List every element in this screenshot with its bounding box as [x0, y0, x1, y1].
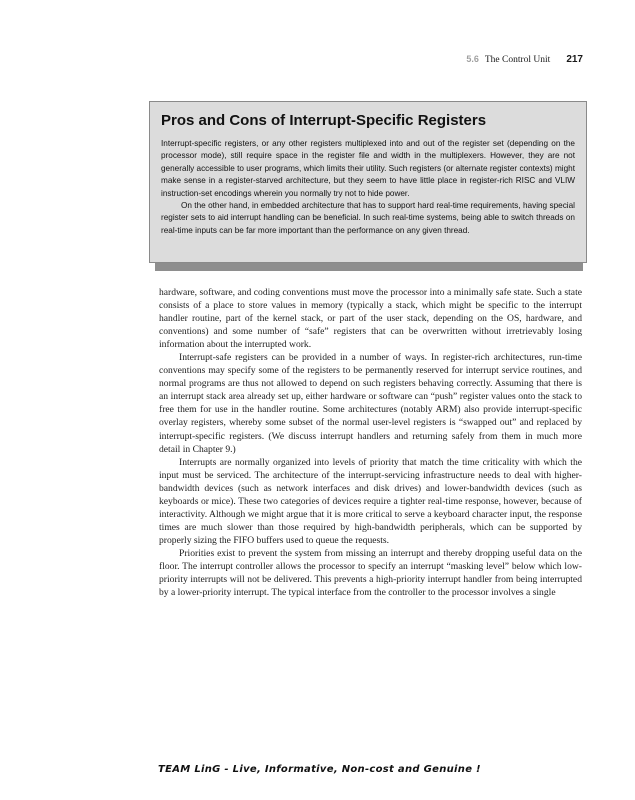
- sidebar-paragraph: On the other hand, in embedded architecture that has to support hard real-time requirements, having special register sets to aid interrupt handling can be beneficial. In such real-time systems, being able to switch threads on real-time inputs can be far more important than the performance on any given thread.: [161, 201, 575, 235]
- page-number: 217: [566, 54, 583, 65]
- sidebar-box: [149, 101, 585, 273]
- body-paragraph: Priorities exist to prevent the system from missing an interrupt and thereby dropping useful data on the floor. The interrupt controller allows the processor to specify an interrupt “masking level” below which low-priority interrupts will not be delivered. This prevents a high-priority interrupt handler from being interrupted by a lower-priority interrupt. The typical interface from the controller to the processor involves a single: [159, 547, 582, 599]
- sidebar-content: [149, 101, 587, 263]
- body-paragraph: Interrupts are normally organized into levels of priority that match the time criticality with which the input must be serviced. The architecture of the interrupt-servicing infrastructure needs to deal with higher-bandwidth devices (such as network interfaces and disk drives) and lower-bandwidth devices (such as keyboards or mice). These two categories of devices require a tighter real-time response, however, because of interactivity. Although we might argue that it is more critical to serve a keyboard character input, the response times are much slower than those required by high-bandwidth peripherals, which can be supported by properly sizing the FIFO buffers used to queue the requests.: [159, 456, 582, 546]
- running-header: [466, 54, 583, 65]
- body-paragraph: hardware, software, and coding conventions must move the processor into a minimally safe state. Such a state consists of a place to store values in memory (typically a stack, which might be specific to the interrupt handler routine, part of the kernel stack, or part of the user stack, depending on the OS, hardware, and conventions) and some number of “safe” registers that can be overwritten without irretrievably losing information about the interrupted work.: [159, 287, 582, 351]
- sidebar-title: Pros and Cons of Interrupt-Specific Registers: [161, 112, 487, 129]
- section-title: The Control Unit: [484, 55, 551, 65]
- body-paragraph: Interrupt-safe registers can be provided in a number of ways. In register-rich architectures, run-time conventions may specify some of the registers to be permanently reserved for interrupt service routines, and normal programs are thus not allowed to depend on such registers behaving correctly. Assuming that there is an interrupt stack area already set up, either hardware or software can “push” register values onto the stack to free them for use in the handler routine. Some architectures (notably ARM) also provide interrupt-specific overlay registers, whereby some subset of the normal user-level registers is “swapped out” and replaced by interrupt-specific registers. (We discuss interrupt handlers and returning safely from them in much more detail in Chapter 9.): [159, 352, 582, 455]
- sidebar-paragraph: Interrupt-specific registers, or any other registers multiplexed into and out of the register set (depending on the processor mode), still require space in the register file and width in the multiplexers. However, they are not generally accessible to user programs, which limits their utility. Such registers (or alternate register contexts) might make sense in a register-starved architecture, but they seem to have little place in register-rich RISC and VLIW instruction-set encodings wherein you normally try not to hide power.: [161, 139, 575, 198]
- footer-watermark: TEAM LinG - Live, Informative, Non-cost and Genuine !: [158, 764, 481, 775]
- body-text: [159, 286, 582, 599]
- section-number: 5.6: [466, 54, 479, 64]
